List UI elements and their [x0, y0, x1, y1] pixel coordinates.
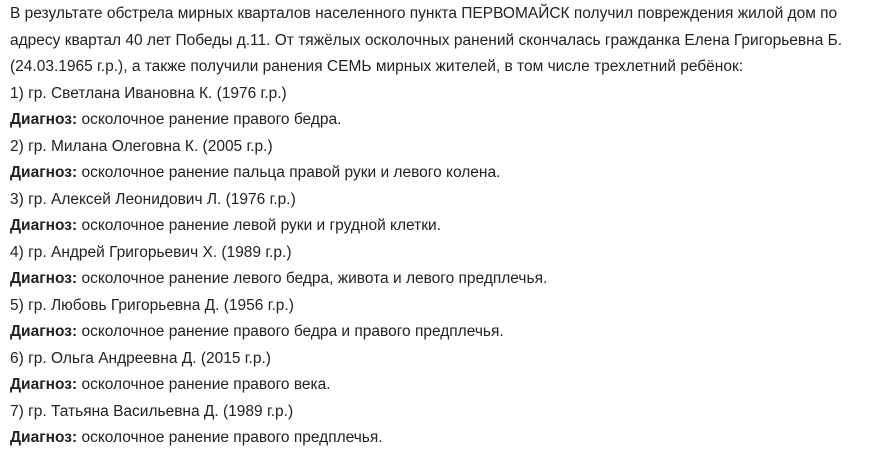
diagnosis-text: осколочное ранение правого века. — [77, 376, 331, 393]
diagnosis-label: Диагноз: — [10, 217, 78, 234]
victim-1-diagnosis — [10, 107, 882, 134]
document-body — [10, 1, 882, 452]
diagnosis-text: осколочное ранение пальца правой руки и левого колена. — [77, 164, 501, 181]
victim-3-diagnosis — [10, 213, 882, 240]
victim-5-diagnosis — [10, 319, 882, 346]
victim-4-diagnosis — [10, 266, 882, 293]
victim-4-person: 4) гр. Андрей Григорьевич Х. (1989 г.р.) — [10, 243, 292, 261]
diagnosis-label: Диагноз: — [10, 323, 78, 340]
diagnosis-label: Диагноз: — [10, 429, 78, 446]
diagnosis-label: Диагноз: — [10, 164, 78, 181]
diagnosis-text: осколочное ранение правого предплечья. — [77, 429, 383, 446]
victim-1-person: 1) гр. Светлана Ивановна К. (1976 г.р.) — [10, 84, 287, 102]
victim-7-diagnosis — [10, 425, 882, 452]
diagnosis-text: осколочное ранение левого бедра, живота и левого предплечья. — [77, 270, 548, 287]
victim-6-diagnosis — [10, 372, 882, 399]
victim-7-person: 7) гр. Татьяна Васильевна Д. (1989 г.р.) — [10, 402, 294, 420]
diagnosis-text: осколочное ранение левой руки и грудной клетки. — [77, 217, 441, 234]
diagnosis-label: Диагноз: — [10, 376, 78, 393]
victim-5-person: 5) гр. Любовь Григорьевна Д. (1956 г.р.) — [10, 296, 294, 314]
victim-2-diagnosis — [10, 160, 882, 187]
diagnosis-label: Диагноз: — [10, 270, 78, 287]
victim-6-person: 6) гр. Ольга Андреевна Д. (2015 г.р.) — [10, 349, 271, 367]
diagnosis-text: осколочное ранение правого бедра и правого предплечья. — [77, 323, 504, 340]
intro-paragraph: В результате обстрела мирных кварталов населенного пункта ПЕРВОМАЙСК получил повреждения жилой дом по адресу квартал 40 лет Победы д.11. От тяжёлых осколочных ранений скончалась гражданка Елена Григорьевна Б. (24.03.1965 г.р.), а также получили ранения СЕМЬ мирных жителей, в том числе трехлетний ребёнок: — [10, 5, 843, 75]
victim-3-person: 3) гр. Алексей Леонидович Л. (1976 г.р.) — [10, 190, 296, 208]
diagnosis-label: Диагноз: — [10, 111, 78, 128]
victim-2-person: 2) гр. Милана Олеговна К. (2005 г.р.) — [10, 137, 273, 155]
diagnosis-text: осколочное ранение правого бедра. — [77, 111, 342, 128]
